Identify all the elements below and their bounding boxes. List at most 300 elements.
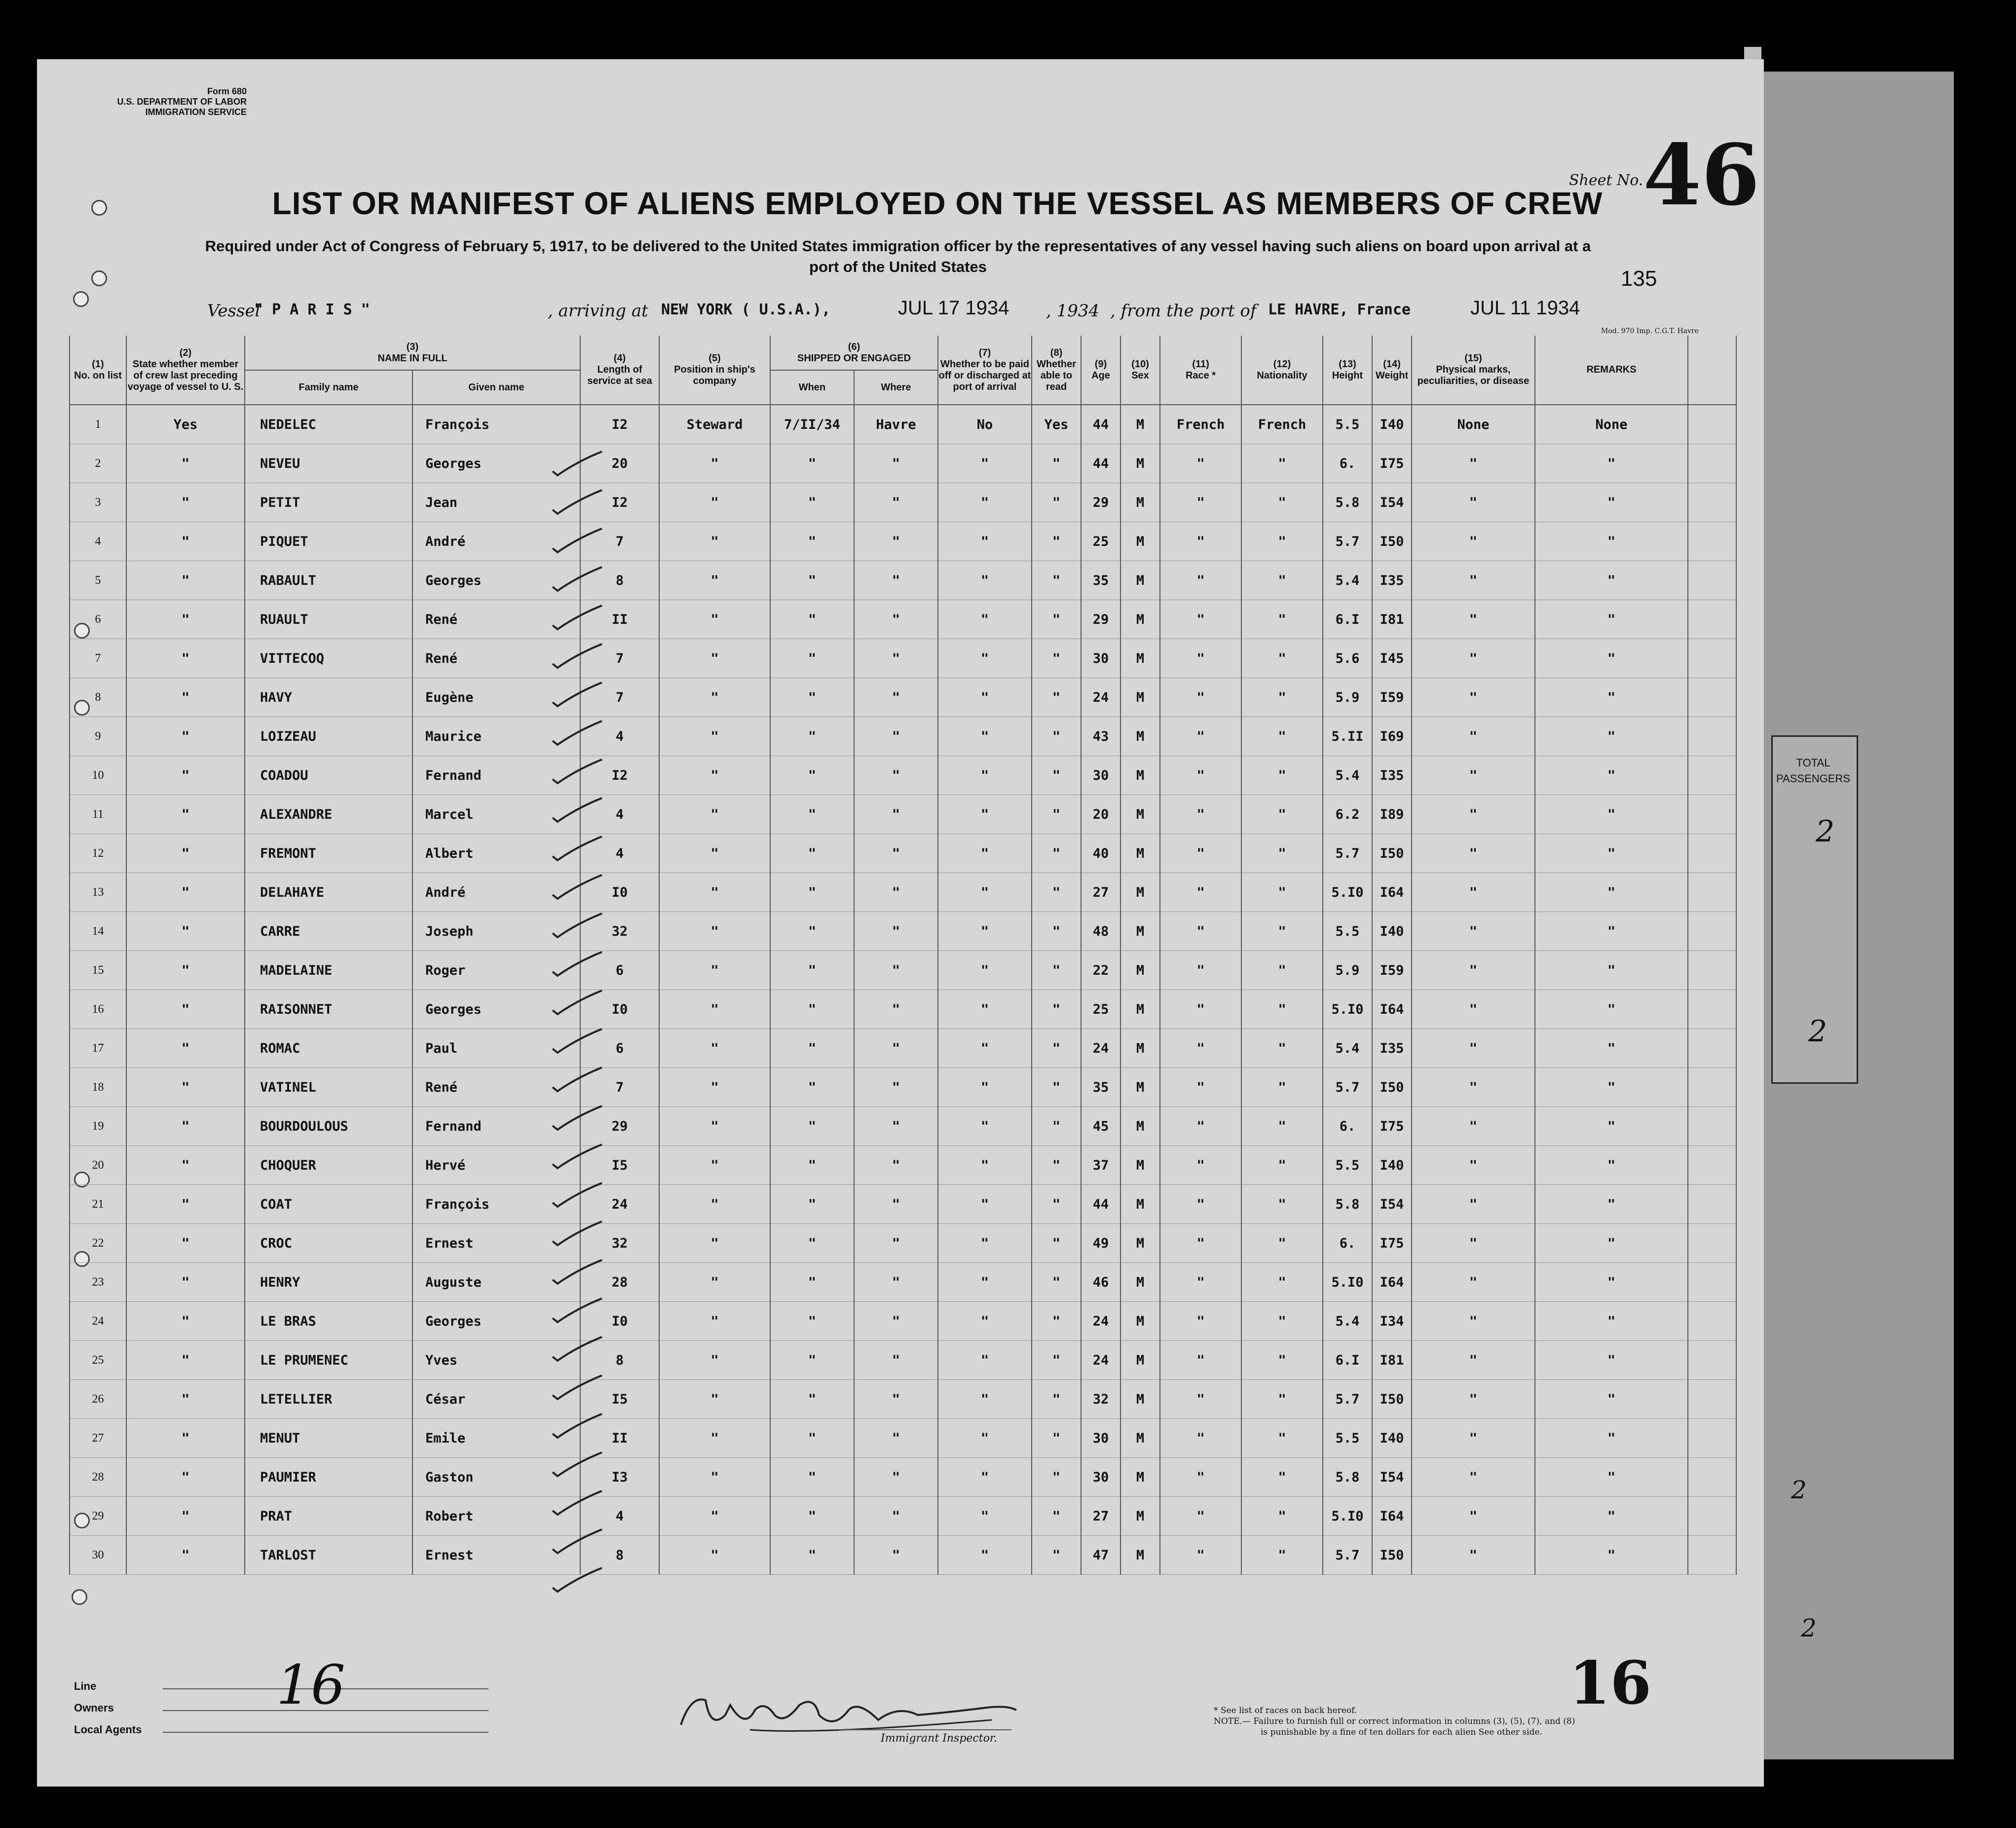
race-cell: " bbox=[1160, 1497, 1241, 1536]
nationality-cell: " bbox=[1241, 1380, 1323, 1419]
paid-off-cell: " bbox=[938, 873, 1032, 912]
check-mark bbox=[553, 914, 602, 937]
family-name-cell: PIQUET bbox=[245, 522, 412, 561]
blank-cell bbox=[1688, 1146, 1736, 1185]
shipped-where-cell: " bbox=[854, 1536, 938, 1575]
nationality-cell: " bbox=[1241, 1107, 1323, 1146]
family-name-cell: NEVEU bbox=[245, 444, 412, 483]
blank-cell bbox=[1688, 1263, 1736, 1302]
nationality-cell: " bbox=[1241, 639, 1323, 678]
previous-voyage-cell: " bbox=[126, 1497, 245, 1536]
previous-voyage-cell: " bbox=[126, 873, 245, 912]
nationality-cell: " bbox=[1241, 1536, 1323, 1575]
given-name-cell: Joseph bbox=[412, 912, 580, 951]
nationality-cell: " bbox=[1241, 951, 1323, 990]
weight-cell: I35 bbox=[1372, 1029, 1412, 1068]
punch-hole bbox=[91, 200, 107, 216]
check-mark bbox=[553, 606, 602, 629]
shipped-when-cell: " bbox=[770, 1146, 854, 1185]
height-cell: 5.8 bbox=[1323, 1458, 1372, 1497]
height-cell: 5.9 bbox=[1323, 951, 1372, 990]
position-cell: " bbox=[659, 1263, 770, 1302]
nationality-cell: " bbox=[1241, 1341, 1323, 1380]
length-of-service-cell: 4 bbox=[580, 834, 659, 873]
check-mark bbox=[553, 1298, 602, 1322]
position-cell: " bbox=[659, 483, 770, 522]
page-stamp: 135 bbox=[1621, 267, 1657, 291]
header-where: Where bbox=[854, 370, 938, 405]
sex-cell: M bbox=[1120, 1419, 1160, 1458]
remarks-cell: " bbox=[1535, 522, 1688, 561]
table-row bbox=[70, 1068, 1736, 1107]
race-cell: " bbox=[1160, 1380, 1241, 1419]
remarks-cell: " bbox=[1535, 756, 1688, 795]
table-row bbox=[70, 678, 1736, 717]
height-cell: 5.I0 bbox=[1323, 1263, 1372, 1302]
previous-voyage-cell: " bbox=[126, 990, 245, 1029]
race-cell: " bbox=[1160, 717, 1241, 756]
departure-date-stamp: JUL 11 1934 bbox=[1470, 297, 1580, 319]
sex-cell: M bbox=[1120, 561, 1160, 600]
shipped-where-cell: " bbox=[854, 951, 938, 990]
able-to-read-cell: " bbox=[1032, 1497, 1081, 1536]
row-number-cell: 26 bbox=[70, 1380, 126, 1419]
weight-cell: I50 bbox=[1372, 1380, 1412, 1419]
table-row bbox=[70, 873, 1736, 912]
weight-cell: I54 bbox=[1372, 483, 1412, 522]
nationality-cell: " bbox=[1241, 1224, 1323, 1263]
nationality-cell: " bbox=[1241, 1497, 1323, 1536]
check-mark bbox=[553, 1375, 602, 1399]
shipped-when-cell: " bbox=[770, 1107, 854, 1146]
position-cell: " bbox=[659, 1185, 770, 1224]
paid-off-cell: " bbox=[938, 483, 1032, 522]
race-cell: French bbox=[1160, 405, 1241, 444]
remarks-cell: " bbox=[1535, 1029, 1688, 1068]
weight-cell: I69 bbox=[1372, 717, 1412, 756]
paid-off-cell: " bbox=[938, 1302, 1032, 1341]
remarks-cell: " bbox=[1535, 639, 1688, 678]
physical-marks-cell: " bbox=[1412, 1341, 1535, 1380]
able-to-read-cell: " bbox=[1032, 795, 1081, 834]
paid-off-cell: " bbox=[938, 600, 1032, 639]
remarks-cell: " bbox=[1535, 990, 1688, 1029]
given-name-cell: André bbox=[412, 522, 580, 561]
header-position: (5) Position in ship's company bbox=[659, 336, 770, 405]
length-of-service-cell: 28 bbox=[580, 1263, 659, 1302]
age-cell: 44 bbox=[1081, 405, 1120, 444]
position-cell: " bbox=[659, 873, 770, 912]
position-cell: " bbox=[659, 756, 770, 795]
paid-off-cell: No bbox=[938, 405, 1032, 444]
row-number-cell: 5 bbox=[70, 561, 126, 600]
position-cell: " bbox=[659, 834, 770, 873]
family-name-cell: ROMAC bbox=[245, 1029, 412, 1068]
sex-cell: M bbox=[1120, 639, 1160, 678]
weight-cell: I89 bbox=[1372, 795, 1412, 834]
remarks-cell: " bbox=[1535, 678, 1688, 717]
given-name-cell: Marcel bbox=[412, 795, 580, 834]
nationality-cell: " bbox=[1241, 795, 1323, 834]
height-cell: 6.I bbox=[1323, 600, 1372, 639]
paid-off-cell: " bbox=[938, 1107, 1032, 1146]
penalty-note-2: is punishable by a fine of ten dollars for each alien See other side. bbox=[1261, 1727, 1542, 1737]
paid-off-cell: " bbox=[938, 561, 1032, 600]
table-row bbox=[70, 951, 1736, 990]
shipped-when-cell: " bbox=[770, 1029, 854, 1068]
vessel-name: " P A R I S " bbox=[254, 301, 370, 318]
length-of-service-cell: 8 bbox=[580, 561, 659, 600]
previous-voyage-cell: " bbox=[126, 951, 245, 990]
previous-voyage-cell: Yes bbox=[126, 405, 245, 444]
race-cell: " bbox=[1160, 990, 1241, 1029]
nationality-cell: " bbox=[1241, 1458, 1323, 1497]
family-name-cell: RAISONNET bbox=[245, 990, 412, 1029]
position-cell: " bbox=[659, 1341, 770, 1380]
weight-cell: I40 bbox=[1372, 405, 1412, 444]
row-number-cell: 17 bbox=[70, 1029, 126, 1068]
physical-marks-cell: " bbox=[1412, 873, 1535, 912]
able-to-read-cell: " bbox=[1032, 483, 1081, 522]
able-to-read-cell: " bbox=[1032, 1380, 1081, 1419]
weight-cell: I64 bbox=[1372, 1263, 1412, 1302]
check-mark bbox=[553, 1183, 602, 1207]
weight-cell: I40 bbox=[1372, 912, 1412, 951]
check-mark bbox=[553, 990, 602, 1014]
nationality-cell: " bbox=[1241, 1419, 1323, 1458]
races-note: * See list of races on back hereof. bbox=[1214, 1706, 1357, 1715]
arrival-year: , 1934 bbox=[1046, 301, 1100, 321]
table-row bbox=[70, 1185, 1736, 1224]
previous-voyage-cell: " bbox=[126, 1107, 245, 1146]
able-to-read-cell: " bbox=[1032, 1419, 1081, 1458]
paid-off-cell: " bbox=[938, 990, 1032, 1029]
physical-marks-cell: " bbox=[1412, 717, 1535, 756]
given-name-cell: Ernest bbox=[412, 1536, 580, 1575]
row-number-cell: 11 bbox=[70, 795, 126, 834]
height-cell: 5.8 bbox=[1323, 483, 1372, 522]
family-name-cell: PAUMIER bbox=[245, 1458, 412, 1497]
age-cell: 44 bbox=[1081, 444, 1120, 483]
previous-voyage-cell: " bbox=[126, 444, 245, 483]
table-row bbox=[70, 1341, 1736, 1380]
height-cell: 5.I0 bbox=[1323, 1497, 1372, 1536]
row-number-cell: 3 bbox=[70, 483, 126, 522]
line-label: Line bbox=[74, 1680, 97, 1692]
nationality-cell: " bbox=[1241, 522, 1323, 561]
blank-cell bbox=[1688, 1497, 1736, 1536]
family-name-cell: COADOU bbox=[245, 756, 412, 795]
row-number-cell: 9 bbox=[70, 717, 126, 756]
physical-marks-cell: " bbox=[1412, 678, 1535, 717]
blank-cell bbox=[1688, 600, 1736, 639]
nationality-cell: " bbox=[1241, 678, 1323, 717]
length-of-service-cell: 4 bbox=[580, 795, 659, 834]
race-cell: " bbox=[1160, 444, 1241, 483]
table-row bbox=[70, 717, 1736, 756]
race-cell: " bbox=[1160, 600, 1241, 639]
position-cell: " bbox=[659, 1146, 770, 1185]
position-cell: " bbox=[659, 1458, 770, 1497]
table-row bbox=[70, 1302, 1736, 1341]
row-number-cell: 24 bbox=[70, 1302, 126, 1341]
race-cell: " bbox=[1160, 1263, 1241, 1302]
row-number-cell: 16 bbox=[70, 990, 126, 1029]
given-name-cell: François bbox=[412, 1185, 580, 1224]
height-cell: 5.7 bbox=[1323, 834, 1372, 873]
weight-cell: I75 bbox=[1372, 1224, 1412, 1263]
shipped-where-cell: " bbox=[854, 1419, 938, 1458]
check-mark bbox=[553, 837, 602, 860]
shipped-where-cell: " bbox=[854, 1341, 938, 1380]
shipped-when-cell: " bbox=[770, 1497, 854, 1536]
check-mark bbox=[553, 1106, 602, 1130]
physical-marks-cell: " bbox=[1412, 600, 1535, 639]
row-number-cell: 19 bbox=[70, 1107, 126, 1146]
physical-marks-cell: " bbox=[1412, 1029, 1535, 1068]
sex-cell: M bbox=[1120, 483, 1160, 522]
length-of-service-cell: I0 bbox=[580, 1302, 659, 1341]
blank-cell bbox=[1688, 1185, 1736, 1224]
shipped-where-cell: " bbox=[854, 873, 938, 912]
age-cell: 27 bbox=[1081, 1497, 1120, 1536]
previous-voyage-cell: " bbox=[126, 678, 245, 717]
blank-cell bbox=[1688, 1380, 1736, 1419]
sex-cell: M bbox=[1120, 834, 1160, 873]
table-row bbox=[70, 756, 1736, 795]
blank-cell bbox=[1688, 561, 1736, 600]
paid-off-cell: " bbox=[938, 639, 1032, 678]
blank-cell bbox=[1688, 678, 1736, 717]
blank-cell bbox=[1688, 522, 1736, 561]
header-age: (9) Age bbox=[1081, 336, 1120, 405]
height-cell: 5.7 bbox=[1323, 1536, 1372, 1575]
nationality-cell: " bbox=[1241, 483, 1323, 522]
able-to-read-cell: " bbox=[1032, 522, 1081, 561]
header-name-in-full: (3) NAME IN FULL bbox=[245, 336, 580, 370]
position-cell: " bbox=[659, 444, 770, 483]
weight-cell: I54 bbox=[1372, 1458, 1412, 1497]
length-of-service-cell: I5 bbox=[580, 1146, 659, 1185]
length-of-service-cell: I0 bbox=[580, 873, 659, 912]
race-cell: " bbox=[1160, 1341, 1241, 1380]
able-to-read-cell: " bbox=[1032, 1536, 1081, 1575]
paid-off-cell: " bbox=[938, 1224, 1032, 1263]
race-cell: " bbox=[1160, 1224, 1241, 1263]
length-of-service-cell: 7 bbox=[580, 1068, 659, 1107]
race-cell: " bbox=[1160, 795, 1241, 834]
document-title: LIST OR MANIFEST OF ALIENS EMPLOYED ON THE VESSEL AS MEMBERS OF CREW bbox=[272, 186, 1603, 221]
check-mark bbox=[553, 490, 602, 514]
height-cell: 6.2 bbox=[1323, 795, 1372, 834]
row-number-cell: 18 bbox=[70, 1068, 126, 1107]
family-name-cell: RABAULT bbox=[245, 561, 412, 600]
able-to-read-cell: " bbox=[1032, 1302, 1081, 1341]
remarks-cell: " bbox=[1535, 483, 1688, 522]
age-cell: 20 bbox=[1081, 795, 1120, 834]
shipped-when-cell: " bbox=[770, 873, 854, 912]
nationality-cell: " bbox=[1241, 1263, 1323, 1302]
able-to-read-cell: " bbox=[1032, 1263, 1081, 1302]
nationality-cell: " bbox=[1241, 1302, 1323, 1341]
physical-marks-cell: " bbox=[1412, 1458, 1535, 1497]
blank-cell bbox=[1688, 717, 1736, 756]
given-name-cell: Georges bbox=[412, 444, 580, 483]
able-to-read-cell: " bbox=[1032, 990, 1081, 1029]
row-number-cell: 13 bbox=[70, 873, 126, 912]
check-mark bbox=[553, 1221, 602, 1245]
position-cell: " bbox=[659, 639, 770, 678]
given-name-cell: Maurice bbox=[412, 717, 580, 756]
physical-marks-cell: " bbox=[1412, 522, 1535, 561]
length-of-service-cell: 8 bbox=[580, 1536, 659, 1575]
able-to-read-cell: " bbox=[1032, 1029, 1081, 1068]
shipped-when-cell: " bbox=[770, 1068, 854, 1107]
sex-cell: M bbox=[1120, 1302, 1160, 1341]
race-cell: " bbox=[1160, 1029, 1241, 1068]
remarks-cell: " bbox=[1535, 1302, 1688, 1341]
shipped-when-cell: " bbox=[770, 1341, 854, 1380]
table-row bbox=[70, 834, 1736, 873]
nationality-cell: " bbox=[1241, 717, 1323, 756]
sex-cell: M bbox=[1120, 1380, 1160, 1419]
length-of-service-cell: 20 bbox=[580, 444, 659, 483]
row-number-cell: 2 bbox=[70, 444, 126, 483]
physical-marks-cell: " bbox=[1412, 795, 1535, 834]
physical-marks-cell: " bbox=[1412, 561, 1535, 600]
check-mark bbox=[553, 1260, 602, 1284]
row-number-cell: 23 bbox=[70, 1263, 126, 1302]
blank-cell bbox=[1688, 1536, 1736, 1575]
row-number-cell: 20 bbox=[70, 1146, 126, 1185]
race-cell: " bbox=[1160, 1536, 1241, 1575]
shipped-when-cell: " bbox=[770, 1419, 854, 1458]
position-cell: " bbox=[659, 522, 770, 561]
check-mark bbox=[553, 1414, 602, 1438]
row-number-cell: 15 bbox=[70, 951, 126, 990]
physical-marks-cell: " bbox=[1412, 1380, 1535, 1419]
physical-marks-cell: " bbox=[1412, 834, 1535, 873]
physical-marks-cell: " bbox=[1412, 756, 1535, 795]
length-of-service-cell: I2 bbox=[580, 756, 659, 795]
row-number-cell: 28 bbox=[70, 1458, 126, 1497]
remarks-cell: " bbox=[1535, 912, 1688, 951]
length-of-service-cell: II bbox=[580, 1419, 659, 1458]
shipped-when-cell: " bbox=[770, 990, 854, 1029]
table-row bbox=[70, 444, 1736, 483]
previous-voyage-cell: " bbox=[126, 1185, 245, 1224]
header-able-to-read: (8) Whether able to read bbox=[1032, 336, 1081, 405]
previous-voyage-cell: " bbox=[126, 1224, 245, 1263]
given-name-cell: René bbox=[412, 600, 580, 639]
table-row bbox=[70, 990, 1736, 1029]
remarks-cell: " bbox=[1535, 1380, 1688, 1419]
weight-cell: I64 bbox=[1372, 1497, 1412, 1536]
previous-voyage-cell: " bbox=[126, 600, 245, 639]
family-name-cell: CHOQUER bbox=[245, 1146, 412, 1185]
family-name-cell: LE PRUMENEC bbox=[245, 1341, 412, 1380]
able-to-read-cell: " bbox=[1032, 561, 1081, 600]
nationality-cell: " bbox=[1241, 756, 1323, 795]
able-to-read-cell: " bbox=[1032, 1224, 1081, 1263]
age-cell: 35 bbox=[1081, 1068, 1120, 1107]
nationality-cell: " bbox=[1241, 834, 1323, 873]
total-value-2: 2 bbox=[1808, 1014, 1828, 1049]
length-of-service-cell: I2 bbox=[580, 483, 659, 522]
weight-cell: I54 bbox=[1372, 1185, 1412, 1224]
position-cell: " bbox=[659, 1107, 770, 1146]
able-to-read-cell: " bbox=[1032, 873, 1081, 912]
row-number-cell: 22 bbox=[70, 1224, 126, 1263]
previous-voyage-cell: " bbox=[126, 1029, 245, 1068]
shipped-when-cell: " bbox=[770, 444, 854, 483]
row-number-cell: 30 bbox=[70, 1536, 126, 1575]
physical-marks-cell: " bbox=[1412, 1497, 1535, 1536]
race-cell: " bbox=[1160, 1107, 1241, 1146]
remarks-cell: " bbox=[1535, 795, 1688, 834]
paid-off-cell: " bbox=[938, 1068, 1032, 1107]
crew-manifest-table bbox=[69, 336, 1737, 1575]
height-cell: 5.5 bbox=[1323, 1419, 1372, 1458]
sex-cell: M bbox=[1120, 1029, 1160, 1068]
race-cell: " bbox=[1160, 1302, 1241, 1341]
given-name-cell: Fernand bbox=[412, 1107, 580, 1146]
header-family-name: Family name bbox=[245, 370, 412, 405]
able-to-read-cell: " bbox=[1032, 912, 1081, 951]
age-cell: 30 bbox=[1081, 1419, 1120, 1458]
blank-cell bbox=[1688, 1068, 1736, 1107]
penalty-note-1: NOTE.— Failure to furnish full or correct information in columns (3), (5), (7), and (8) bbox=[1214, 1716, 1575, 1726]
shipped-when-cell: " bbox=[770, 561, 854, 600]
crew-table-container bbox=[69, 336, 1737, 1658]
shipped-when-cell: " bbox=[770, 1536, 854, 1575]
age-cell: 30 bbox=[1081, 756, 1120, 795]
shipped-when-cell: 7/II/34 bbox=[770, 405, 854, 444]
family-name-cell: DELAHAYE bbox=[245, 873, 412, 912]
header-physical-marks: (15) Physical marks, peculiarities, or disease bbox=[1412, 336, 1535, 405]
header-weight: (14) Weight bbox=[1372, 336, 1412, 405]
arrival-date-stamp: JUL 17 1934 bbox=[898, 297, 1009, 319]
check-mark bbox=[553, 644, 602, 668]
previous-voyage-cell: " bbox=[126, 756, 245, 795]
check-mark bbox=[553, 683, 602, 706]
position-cell: " bbox=[659, 1302, 770, 1341]
weight-cell: I81 bbox=[1372, 600, 1412, 639]
paid-off-cell: " bbox=[938, 1146, 1032, 1185]
remarks-cell: " bbox=[1535, 1068, 1688, 1107]
position-cell: " bbox=[659, 717, 770, 756]
height-cell: 6. bbox=[1323, 1107, 1372, 1146]
age-cell: 43 bbox=[1081, 717, 1120, 756]
family-name-cell: MENUT bbox=[245, 1419, 412, 1458]
table-row bbox=[70, 1419, 1736, 1458]
family-name-cell: LETELLIER bbox=[245, 1380, 412, 1419]
remarks-cell: " bbox=[1535, 717, 1688, 756]
race-cell: " bbox=[1160, 873, 1241, 912]
previous-voyage-cell: " bbox=[126, 834, 245, 873]
blank-cell bbox=[1688, 873, 1736, 912]
able-to-read-cell: " bbox=[1032, 678, 1081, 717]
row-number-cell: 14 bbox=[70, 912, 126, 951]
blank-cell bbox=[1688, 1419, 1736, 1458]
row-number-cell: 29 bbox=[70, 1497, 126, 1536]
sex-cell: M bbox=[1120, 1146, 1160, 1185]
check-mark bbox=[553, 1337, 602, 1361]
able-to-read-cell: " bbox=[1032, 600, 1081, 639]
able-to-read-cell: " bbox=[1032, 444, 1081, 483]
height-cell: 5.8 bbox=[1323, 1185, 1372, 1224]
sex-cell: M bbox=[1120, 1107, 1160, 1146]
